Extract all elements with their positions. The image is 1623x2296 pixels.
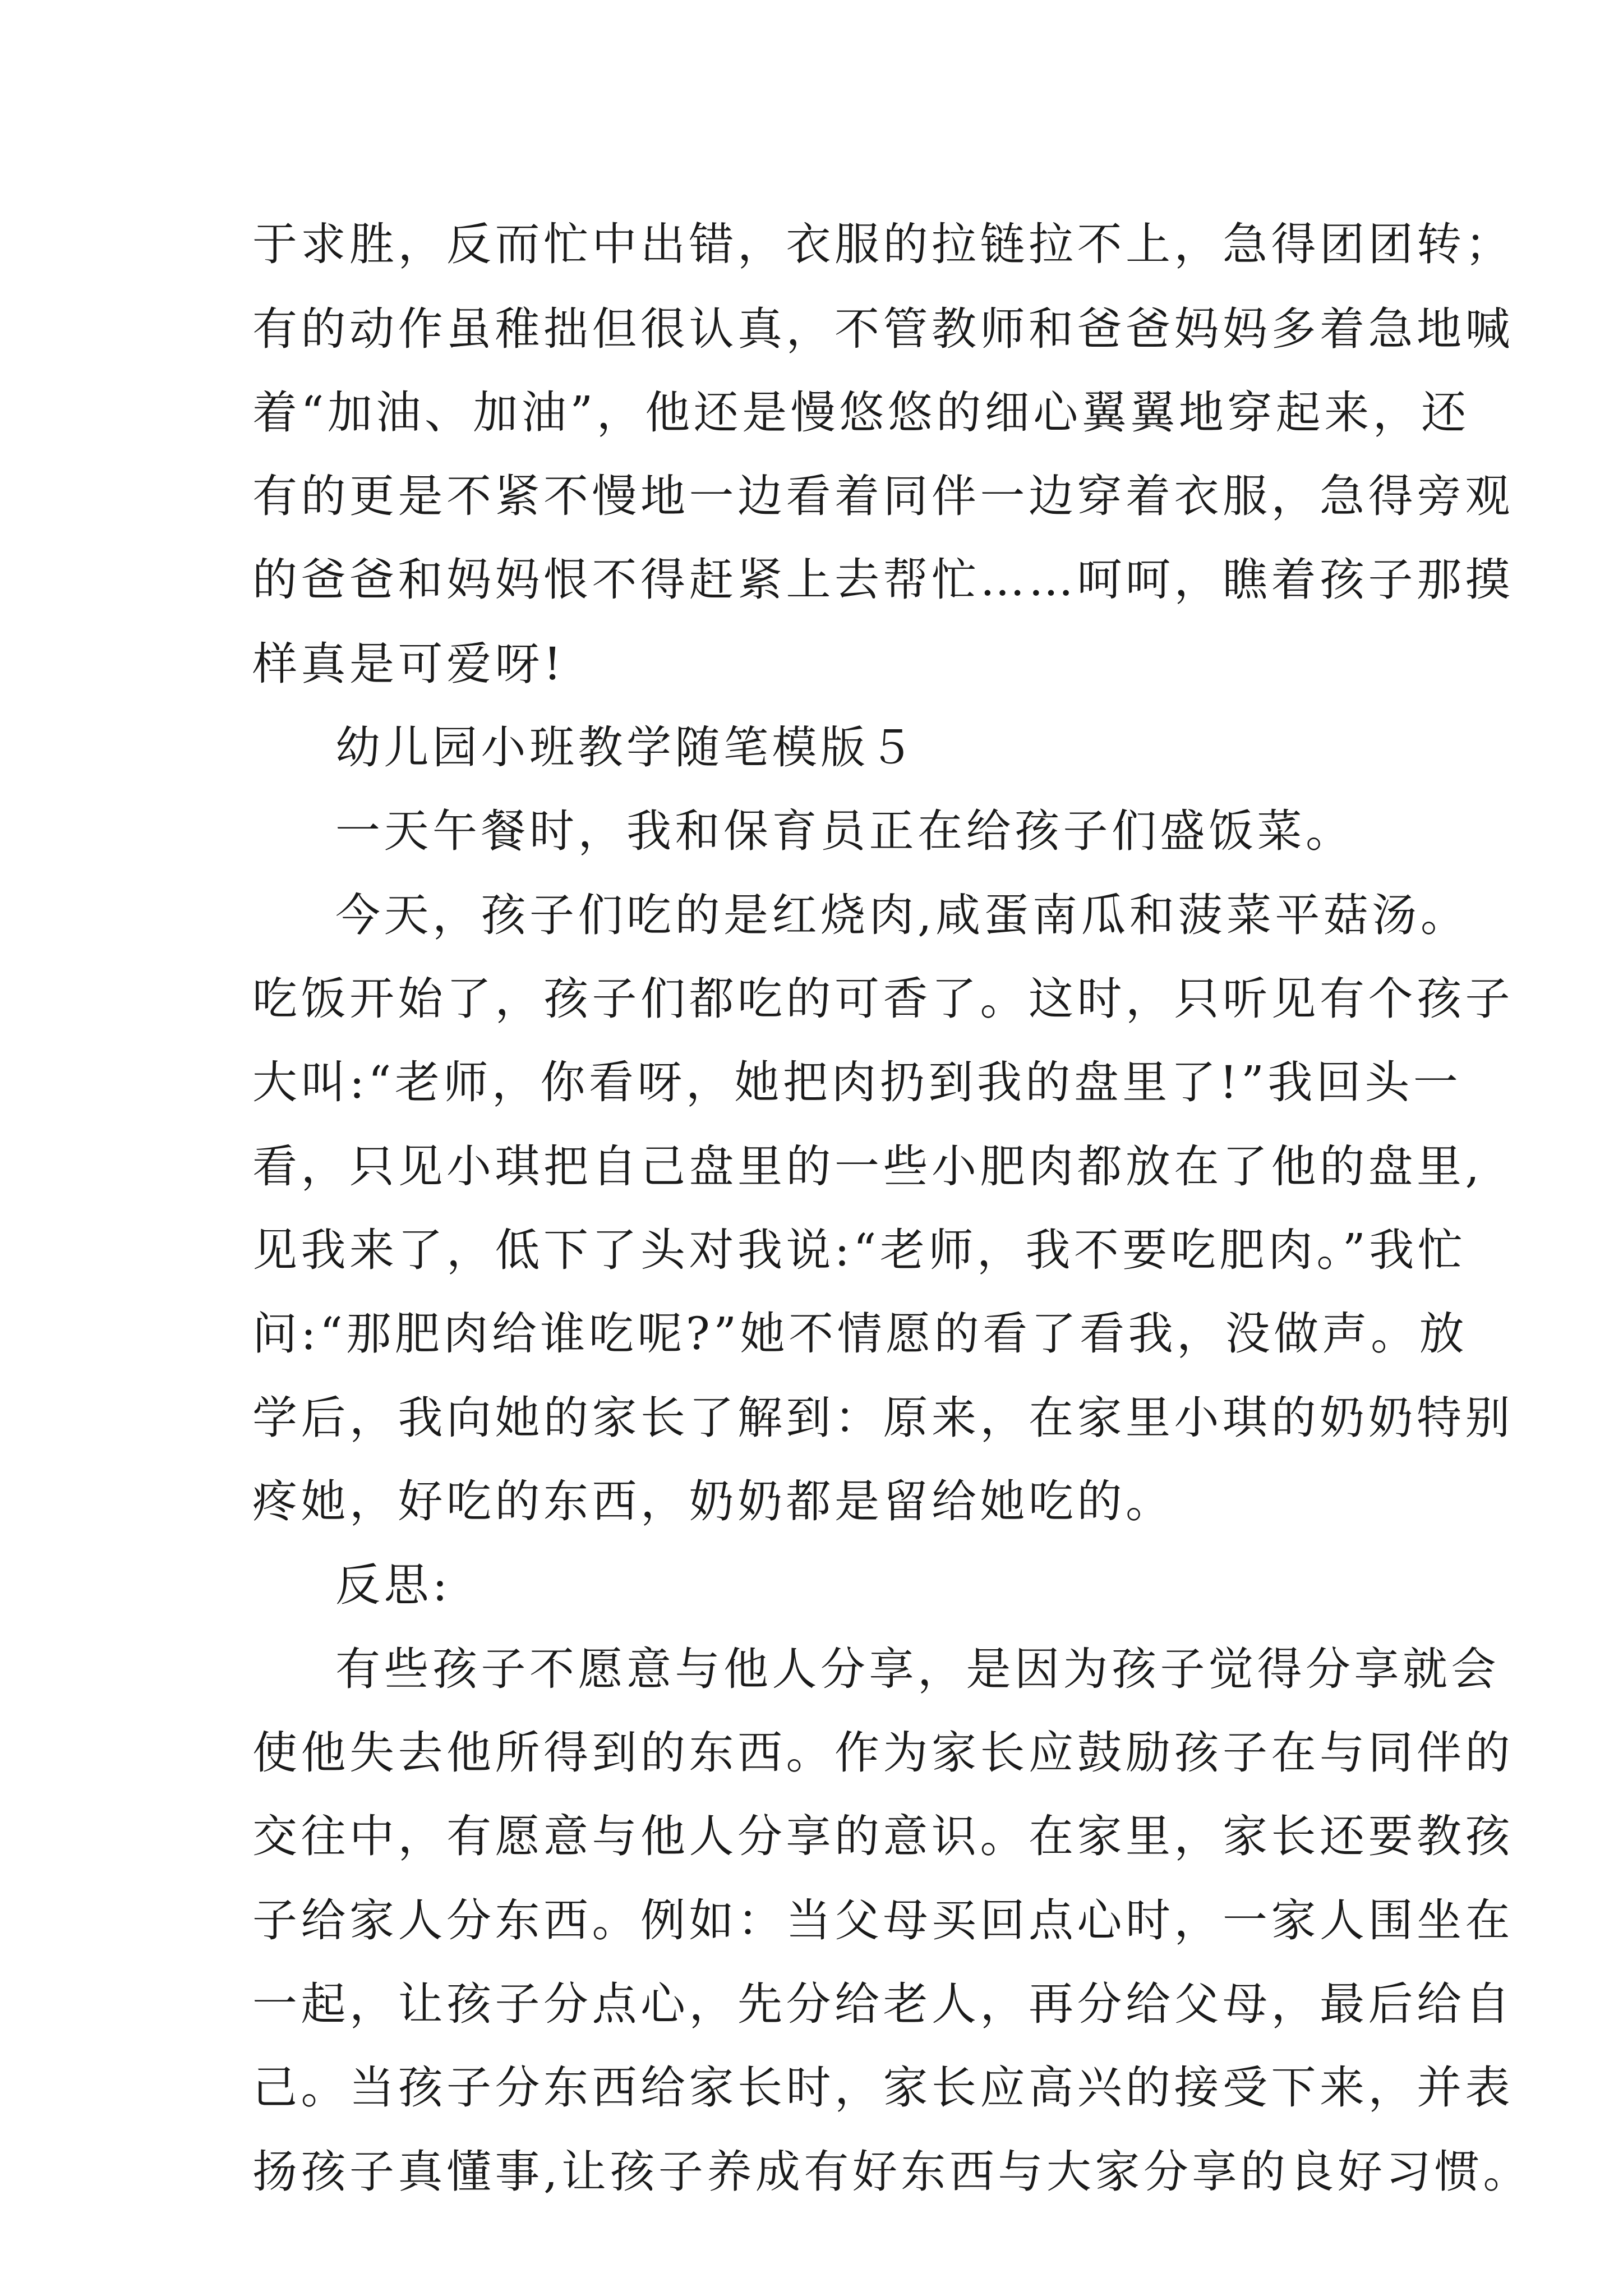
paragraph-5-line-7: 扬孩子真懂事,让孩子养成有好东西与大家分享的良好习惯。: [252, 2146, 1532, 2198]
paragraph-1-line-2: 有的动作虽稚拙但很认真，不管教师和爸爸妈妈多着急地喊: [252, 303, 1514, 355]
paragraph-2-line-1: 一天午餐时，我和保育员正在给孩子们盛饭菜。: [335, 805, 1354, 857]
paragraph-1-line-3: 着“加油、加油”，他还是慢悠悠的细心翼翼地穿起来，还: [252, 386, 1470, 439]
paragraph-3-line-7: 学后，我向她的家长了解到：原来，在家里小琪的奶奶特别: [252, 1392, 1514, 1444]
paragraph-1-line-4: 有的更是不紧不慢地一边看着同伴一边穿着衣服，急得旁观: [252, 470, 1514, 522]
paragraph-1-line-6: 样真是可爱呀!: [252, 638, 565, 690]
paragraph-3-line-4: 看，只见小琪把自己盘里的一些小肥肉都放在了他的盘里,: [252, 1140, 1483, 1193]
paragraph-5-line-2: 使他失去他所得到的东西。作为家长应鼓励孩子在与同伴的: [252, 1727, 1514, 1779]
paragraph-5-line-5: 一起，让孩子分点心，先分给老人，再分给父母，最后给自: [252, 1978, 1514, 2030]
paragraph-3-line-5: 见我来了，低下了头对我说:“老师，我不要吃肥肉。”我忙: [252, 1224, 1467, 1276]
paragraph-3-line-1: 今天，孩子们吃的是红烧肉,咸蛋南瓜和菠菜平菇汤。: [335, 889, 1469, 941]
paragraph-5-line-6: 己。当孩子分东西给家长时，家长应高兴的接受下来，并表: [252, 2062, 1514, 2114]
paragraph-3-line-3: 大叫:“老师，你看呀，她把肉扔到我的盘里了!”我回头一: [252, 1056, 1462, 1108]
paragraph-3-line-8: 疼她，好吃的东西，奶奶都是留给她吃的。: [252, 1475, 1174, 1527]
paragraph-3-line-6: 问:“那肥肉给谁吃呢?”她不情愿的看了看我，没做声。放: [252, 1308, 1468, 1360]
paragraph-4-line-1: 反思:: [335, 1559, 451, 1611]
paragraph-1-line-1: 于求胜，反而忙中出错，衣服的拉链拉不上，急得团团转；: [252, 218, 1514, 270]
section-heading: 幼儿园小班教学随笔模版５: [335, 721, 917, 774]
paragraph-5-line-3: 交往中，有愿意与他人分享的意识。在家里，家长还要教孩: [252, 1810, 1514, 1862]
paragraph-1-line-5: 的爸爸和妈妈恨不得赶紧上去帮忙……呵呵，瞧着孩子那摸: [252, 554, 1514, 606]
paragraph-5-line-1: 有些孩子不愿意与他人分享，是因为孩子觉得分享就会: [335, 1643, 1500, 1695]
paragraph-5-line-4: 子给家人分东西。例如：当父母买回点心时，一家人围坐在: [252, 1894, 1514, 1947]
paragraph-3-line-2: 吃饭开始了，孩子们都吃的可香了。这时，只听见有个孩子: [252, 973, 1514, 1025]
